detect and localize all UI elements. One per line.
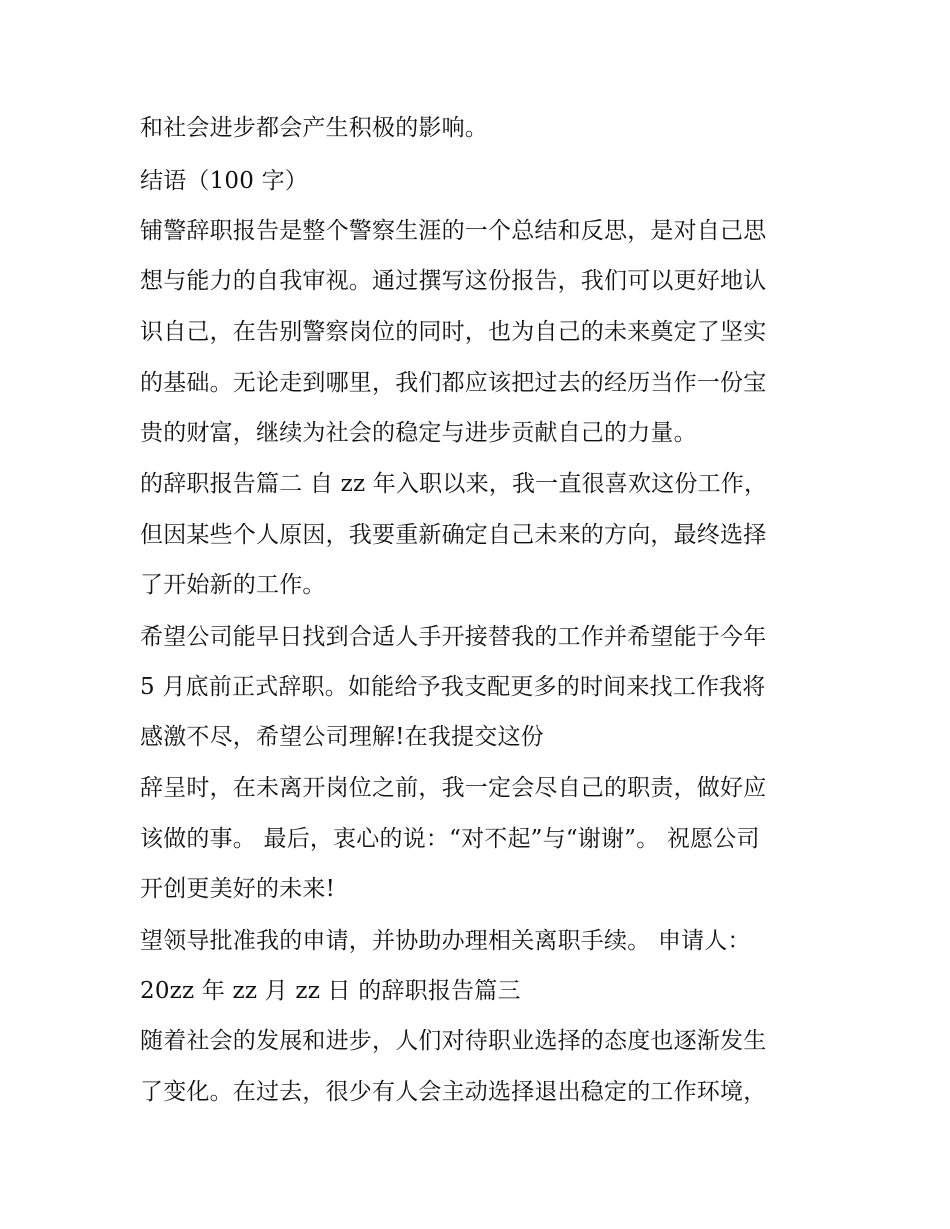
text-line: 该做的事。 最后，衷心的说：“对不起”与“谢谢”。 祝愿公司 bbox=[140, 826, 760, 852]
text-line: 开创更美好的未来! bbox=[140, 876, 336, 902]
text-line: 想与能力的自我审视。通过撰写这份报告，我们可以更好地认 bbox=[140, 268, 767, 294]
text-line: 望领导批准我的申请，并协助办理相关离职手续。 申请人： bbox=[140, 928, 751, 954]
text-line: 识自己，在告别警察岗位的同时，也为自己的未来奠定了坚实 bbox=[140, 319, 767, 345]
text-line: 随着社会的发展和进步，人们对待职业选择的态度也逐渐发生 bbox=[140, 1028, 767, 1054]
text-line: 贵的财富，继续为社会的稳定与进步贡献自己的力量。 bbox=[140, 420, 697, 446]
text-line: 感激不尽，希望公司理解!在我提交这份 bbox=[140, 724, 544, 750]
text-line: 辞呈时，在未离开岗位之前，我一定会尽自己的职责，做好应 bbox=[140, 775, 767, 801]
text-line: 铺警辞职报告是整个警察生涯的一个总结和反思，是对自己思 bbox=[140, 218, 767, 244]
text-line: 了变化。在过去，很少有人会主动选择退出稳定的工作环境， bbox=[140, 1079, 767, 1105]
text-line: 20zz 年 zz 月 zz 日 的辞职报告篇三 bbox=[140, 978, 521, 1004]
text-line: 和社会进步都会产生积极的影响。 bbox=[140, 115, 488, 141]
text-line: 但因某些个人原因，我要重新确定自己未来的方向，最终选择 bbox=[140, 522, 767, 548]
text-line: 的基础。无论走到哪里，我们都应该把过去的经历当作一份宝 bbox=[140, 370, 767, 396]
text-line: 的辞职报告篇二 自 zz 年入职以来，我一直很喜欢这份工作， bbox=[140, 471, 768, 497]
text-line: 5 月底前正式辞职。如能给予我支配更多的时间来找工作我将 bbox=[140, 674, 766, 700]
text-line: 希望公司能早日找到合适人手开接替我的工作并希望能于今年 bbox=[140, 624, 767, 650]
text-line: 了开始新的工作。 bbox=[140, 572, 326, 598]
section-heading: 结语（100 字） bbox=[140, 168, 309, 194]
